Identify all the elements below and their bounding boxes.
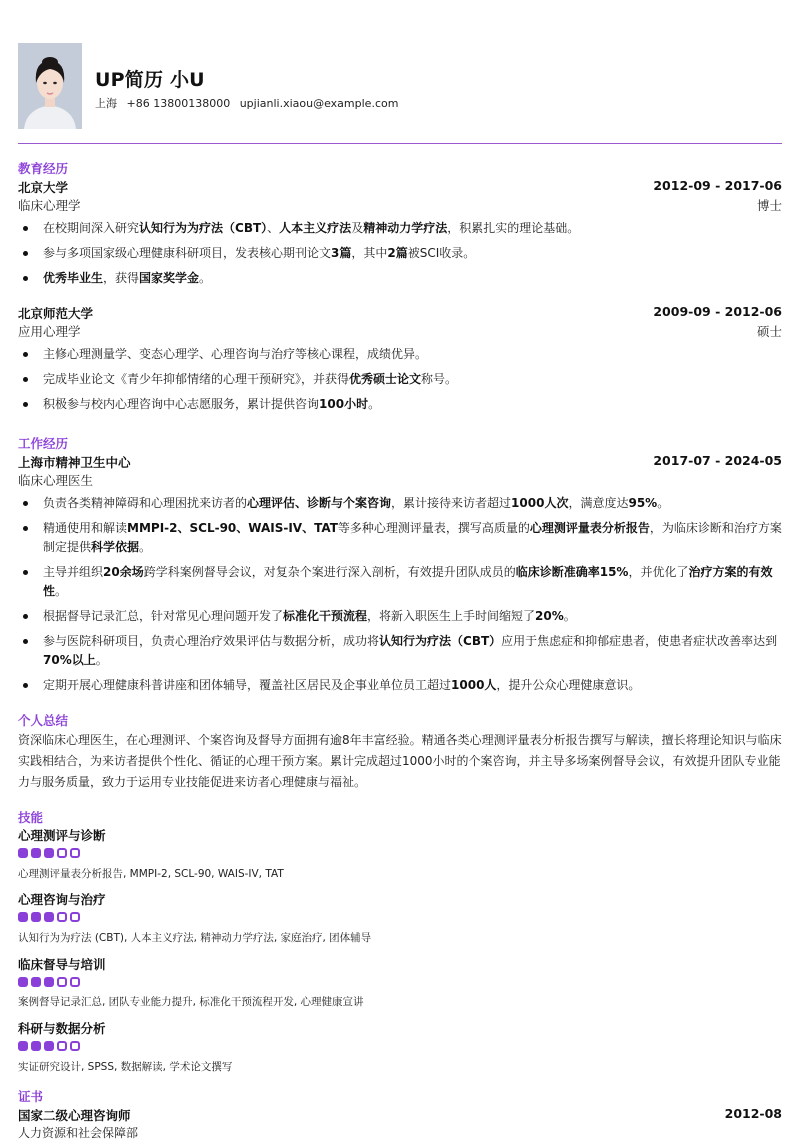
- education-bullets: [18, 219, 782, 294]
- bullet-item: 参与医院科研项目，负责心理治疗效果评估与数据分析，成功将认知行为疗法（CBT）应用于焦虑症和抑郁症患者，使患者症状改善率达到70%以上。: [18, 632, 782, 670]
- section-title-education: 教育经历: [18, 161, 69, 176]
- header-divider: [18, 143, 782, 144]
- filled-dot-icon: [18, 1041, 28, 1051]
- contact-info: [95, 95, 404, 111]
- bullet-item: 完成毕业论文《青少年抑郁情绪的心理干预研究》，并获得优秀硕士论文称号。: [18, 370, 782, 389]
- city: 上海: [95, 97, 117, 110]
- education-entry-sub: [18, 322, 782, 340]
- work-entry-sub: [18, 471, 782, 489]
- bullet-item: 主修心理测量学、变态心理学、心理咨询与治疗等核心课程，成绩优异。: [18, 345, 782, 364]
- portrait-icon: [18, 43, 82, 129]
- skill-keywords: 心理测评量表分析报告, MMPI-2, SCL-90, WAIS-IV, TAT: [18, 868, 284, 880]
- filled-dot-icon: [18, 977, 28, 987]
- bullet-item: 积极参与校内心理咨询中心志愿服务，累计提供咨询100小时。: [18, 395, 782, 414]
- certificate-name: 国家二级心理咨询师: [18, 1108, 131, 1123]
- certificate-issuer: 人力资源和社会保障部: [18, 1126, 139, 1140]
- education-entry-header: [18, 304, 782, 322]
- section-title-skills: 技能: [18, 810, 44, 825]
- bullet-item: 负责各类精神障碍和心理困扰来访者的心理评估、诊断与个案咨询，累计接待来访者超过1000人次，满意度达95%。: [18, 494, 782, 513]
- empty-dot-icon: [57, 977, 67, 987]
- skill-level-dots: [18, 1041, 80, 1053]
- job-role: 临床心理医生: [18, 473, 94, 488]
- filled-dot-icon: [44, 848, 54, 858]
- certificate-date: 2012-08: [724, 1106, 782, 1121]
- filled-dot-icon: [31, 848, 41, 858]
- empty-dot-icon: [70, 848, 80, 858]
- education-bullets: [18, 345, 782, 420]
- skill-name: 心理测评与诊断: [18, 828, 106, 843]
- empty-dot-icon: [70, 1041, 80, 1051]
- avatar: [18, 43, 82, 129]
- skill-level-dots: [18, 977, 80, 989]
- filled-dot-icon: [44, 977, 54, 987]
- skill-name: 科研与数据分析: [18, 1021, 106, 1036]
- skill-name: 临床督导与培训: [18, 957, 106, 972]
- work-entry-header: [18, 453, 782, 471]
- section-title-work: 工作经历: [18, 436, 69, 451]
- degree: 博士: [756, 198, 782, 213]
- empty-dot-icon: [57, 912, 67, 922]
- skill-level-dots: [18, 912, 80, 924]
- school-name: 北京大学: [18, 180, 69, 195]
- major: 应用心理学: [18, 324, 81, 339]
- skill-level-dots: [18, 848, 80, 860]
- bullet-item: 优秀毕业生，获得国家奖学金。: [18, 269, 782, 288]
- skill-keywords: 认知行为为疗法 (CBT), 人本主义疗法, 精神动力学疗法, 家庭治疗, 团体辅导: [18, 932, 372, 944]
- filled-dot-icon: [31, 912, 41, 922]
- bullet-item: 参与多项国家级心理健康科研项目，发表核心期刊论文3篇，其中2篇被SCI收录。: [18, 244, 782, 263]
- phone: +86 13800138000: [126, 97, 231, 110]
- empty-dot-icon: [70, 977, 80, 987]
- work-dates: 2017-07 - 2024-05: [653, 453, 782, 468]
- education-entry-sub: [18, 196, 782, 214]
- certificate-entry: [18, 1106, 782, 1124]
- bullet-item: 定期开展心理健康科普讲座和团体辅导，覆盖社区居民及企事业单位员工超过1000人，提升公众心理健康意识。: [18, 676, 782, 695]
- degree: 硕士: [756, 324, 782, 339]
- bullet-item: 主导并组织20余场跨学科案例督导会议，对复杂个案进行深入剖析，有效提升团队成员的临床诊断准确率15%，并优化了治疗方案的有效性。: [18, 563, 782, 601]
- filled-dot-icon: [18, 848, 28, 858]
- education-entry-header: [18, 178, 782, 196]
- empty-dot-icon: [57, 848, 67, 858]
- filled-dot-icon: [31, 977, 41, 987]
- filled-dot-icon: [44, 1041, 54, 1051]
- skill-keywords: 实证研究设计, SPSS, 数据解读, 学术论文撰写: [18, 1061, 233, 1073]
- education-dates: 2009-09 - 2012-06: [653, 304, 782, 319]
- education-dates: 2012-09 - 2017-06: [653, 178, 782, 193]
- school-name: 北京师范大学: [18, 306, 94, 321]
- work-bullets: [18, 494, 782, 701]
- filled-dot-icon: [31, 1041, 41, 1051]
- filled-dot-icon: [18, 912, 28, 922]
- filled-dot-icon: [44, 912, 54, 922]
- skill-keywords: 案例督导记录汇总, 团队专业能力提升, 标准化干预流程开发, 心理健康宣讲: [18, 996, 364, 1008]
- empty-dot-icon: [70, 912, 80, 922]
- empty-dot-icon: [57, 1041, 67, 1051]
- bullet-item: 在校期间深入研究认知行为为疗法（CBT）、人本主义疗法及精神动力学疗法，积累扎实的理论基础。: [18, 219, 782, 238]
- resume-header: [18, 43, 782, 129]
- skill-name: 心理咨询与治疗: [18, 892, 106, 907]
- email: upjianli.xiaou@example.com: [239, 97, 399, 110]
- bullet-item: 根据督导记录汇总，针对常见心理问题开发了标准化干预流程，将新入职医生上手时间缩短了20%。: [18, 607, 782, 626]
- summary-text: 资深临床心理医生，在心理测评、个案咨询及督导方面拥有逾8年丰富经验。精通各类心理测评量表分析报告撰写与解读，擅长将理论知识与临床实践相结合，为来访者提供个性化、循证的心理干预方案。累计完成超过1000小时的个案咨询，并主导多场案例督导会议，有效提升团队专业能力与服务质量，致力于运用专业技能促进来访者心理健康与福祉。: [18, 733, 782, 789]
- section-title-certificates: 证书: [18, 1089, 44, 1104]
- candidate-name: UP简历 小U: [95, 69, 205, 91]
- bullet-item: 精通使用和解读MMPI-2、SCL-90、WAIS-IV、TAT等多种心理测评量表，撰写高质量的心理测评量表分析报告，为临床诊断和治疗方案制定提供科学依据。: [18, 519, 782, 557]
- major: 临床心理学: [18, 198, 81, 213]
- company-name: 上海市精神卫生中心: [18, 455, 131, 470]
- section-title-summary: 个人总结: [18, 713, 69, 728]
